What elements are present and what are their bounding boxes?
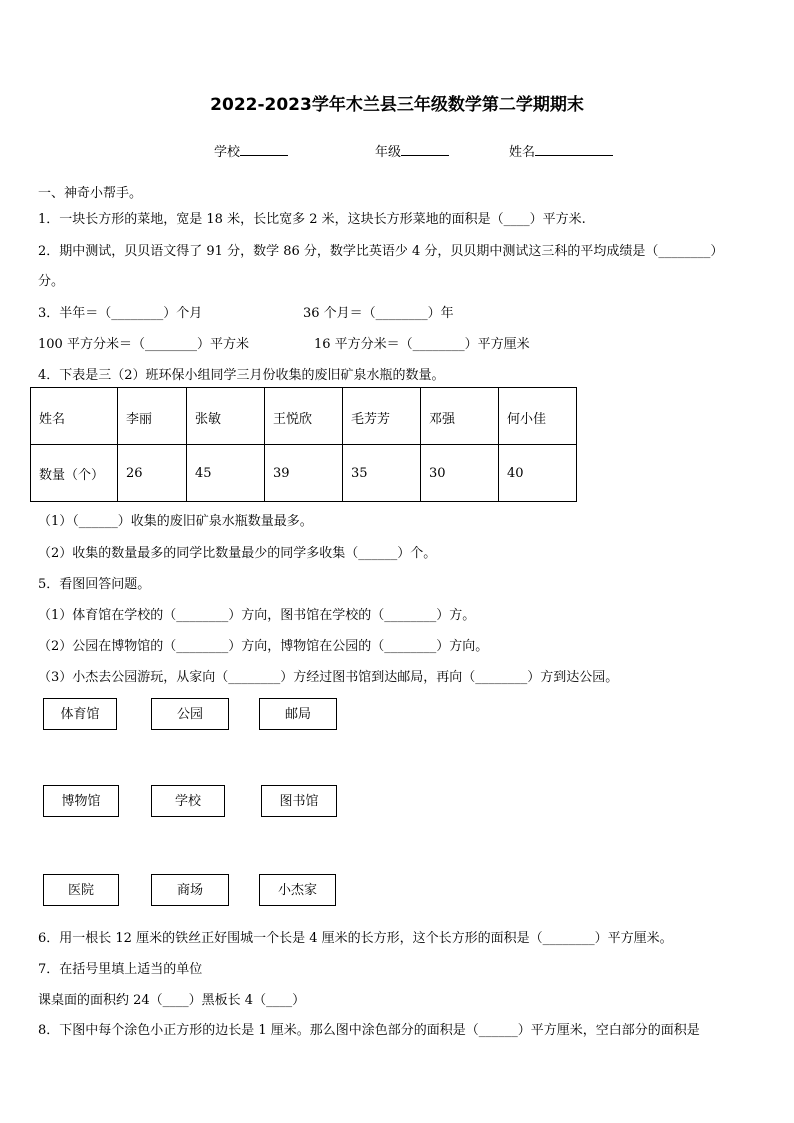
question-4-1: （1）（______）收集的废旧矿泉水瓶数量最多。 <box>38 514 313 529</box>
table-cell: 何小佳 <box>499 388 577 445</box>
table-cell: 30 <box>421 445 499 502</box>
section-heading: 一、神奇小帮手。 <box>38 186 143 201</box>
map-box-school: 学校 <box>151 785 225 817</box>
question-8: 8．下图中每个涂色小正方形的边长是 1 厘米。那么图中涂色部分的面积是（______）平方厘米，空白部分的面积是 <box>38 1023 700 1038</box>
question-3a: 3．半年＝（________）个月 <box>38 306 203 321</box>
table-cell: 26 <box>118 445 187 502</box>
bottle-count-table <box>30 387 577 502</box>
table-cell: 邓强 <box>421 388 499 445</box>
table-cell: 毛芳芳 <box>343 388 421 445</box>
table-header-row <box>31 388 577 445</box>
map-box-gym: 体育馆 <box>43 698 117 730</box>
table-cell: 45 <box>187 445 265 502</box>
table-cell: 数量（个） <box>31 445 118 502</box>
question-7: 7．在括号里填上适当的单位 <box>38 962 203 977</box>
question-4-2: （2）收集的数量最多的同学比数量最少的同学多收集（______）个。 <box>38 546 437 561</box>
map-box-hospital: 医院 <box>43 874 119 906</box>
question-5: 5．看图回答问题。 <box>38 577 151 592</box>
table-cell: 姓名 <box>31 388 118 445</box>
question-5-3: （3）小杰去公园游玩，从家向（________）方经过图书馆到达邮局，再向（________）方到达公园。 <box>38 670 619 685</box>
name-label: 姓名 <box>509 145 536 160</box>
question-3d: 16 平方分米＝（________）平方厘米 <box>314 337 530 352</box>
question-4: 4．下表是三（2）班环保小组同学三月份收集的废旧矿泉水瓶的数量。 <box>38 368 445 383</box>
question-3c: 100 平方分米＝（________）平方米 <box>38 337 249 352</box>
map-box-home: 小杰家 <box>259 874 336 906</box>
school-field <box>214 141 288 160</box>
question-2: 2．期中测试，贝贝语文得了 91 分，数学 86 分，数学比英语少 4 分，贝贝期中测试这三科的平均成绩是（________） <box>38 244 724 259</box>
table-cell: 35 <box>343 445 421 502</box>
question-7a: 课桌面的面积约 24（____）黑板长 4（____） <box>38 993 306 1008</box>
name-blank[interactable] <box>535 143 613 156</box>
question-3b: 36 个月＝（________）年 <box>303 306 454 321</box>
question-6: 6．用一根长 12 厘米的铁丝正好围城一个长是 4 厘米的长方形，这个长方形的面积是（________）平方厘米。 <box>38 931 673 946</box>
map-box-post-office: 邮局 <box>259 698 337 730</box>
table-cell: 40 <box>499 445 577 502</box>
question-5-2: （2）公园在博物馆的（________）方向，博物馆在公园的（________）方向。 <box>38 639 489 654</box>
map-box-library: 图书馆 <box>261 785 337 817</box>
table-cell: 李丽 <box>118 388 187 445</box>
question-5-1: （1）体育馆在学校的（________）方向，图书馆在学校的（________）方。 <box>38 608 476 623</box>
grade-blank[interactable] <box>401 143 449 156</box>
map-box-park: 公园 <box>151 698 229 730</box>
table-cell: 王悦欣 <box>265 388 343 445</box>
name-field <box>509 141 613 160</box>
page-title: 2022-2023学年木兰县三年级数学第二学期期末 <box>210 95 584 115</box>
grade-field <box>375 141 449 160</box>
question-2-cont: 分。 <box>38 274 65 289</box>
question-1: 1．一块长方形的菜地，宽是 18 米，长比宽多 2 米，这块长方形菜地的面积是（____）平方米. <box>38 212 586 227</box>
map-box-museum: 博物馆 <box>43 785 119 817</box>
table-row <box>31 445 577 502</box>
school-label: 学校 <box>214 145 241 160</box>
table-cell: 张敏 <box>187 388 265 445</box>
school-blank[interactable] <box>240 143 288 156</box>
table-cell: 39 <box>265 445 343 502</box>
map-box-mall: 商场 <box>151 874 229 906</box>
grade-label: 年级 <box>375 145 402 160</box>
